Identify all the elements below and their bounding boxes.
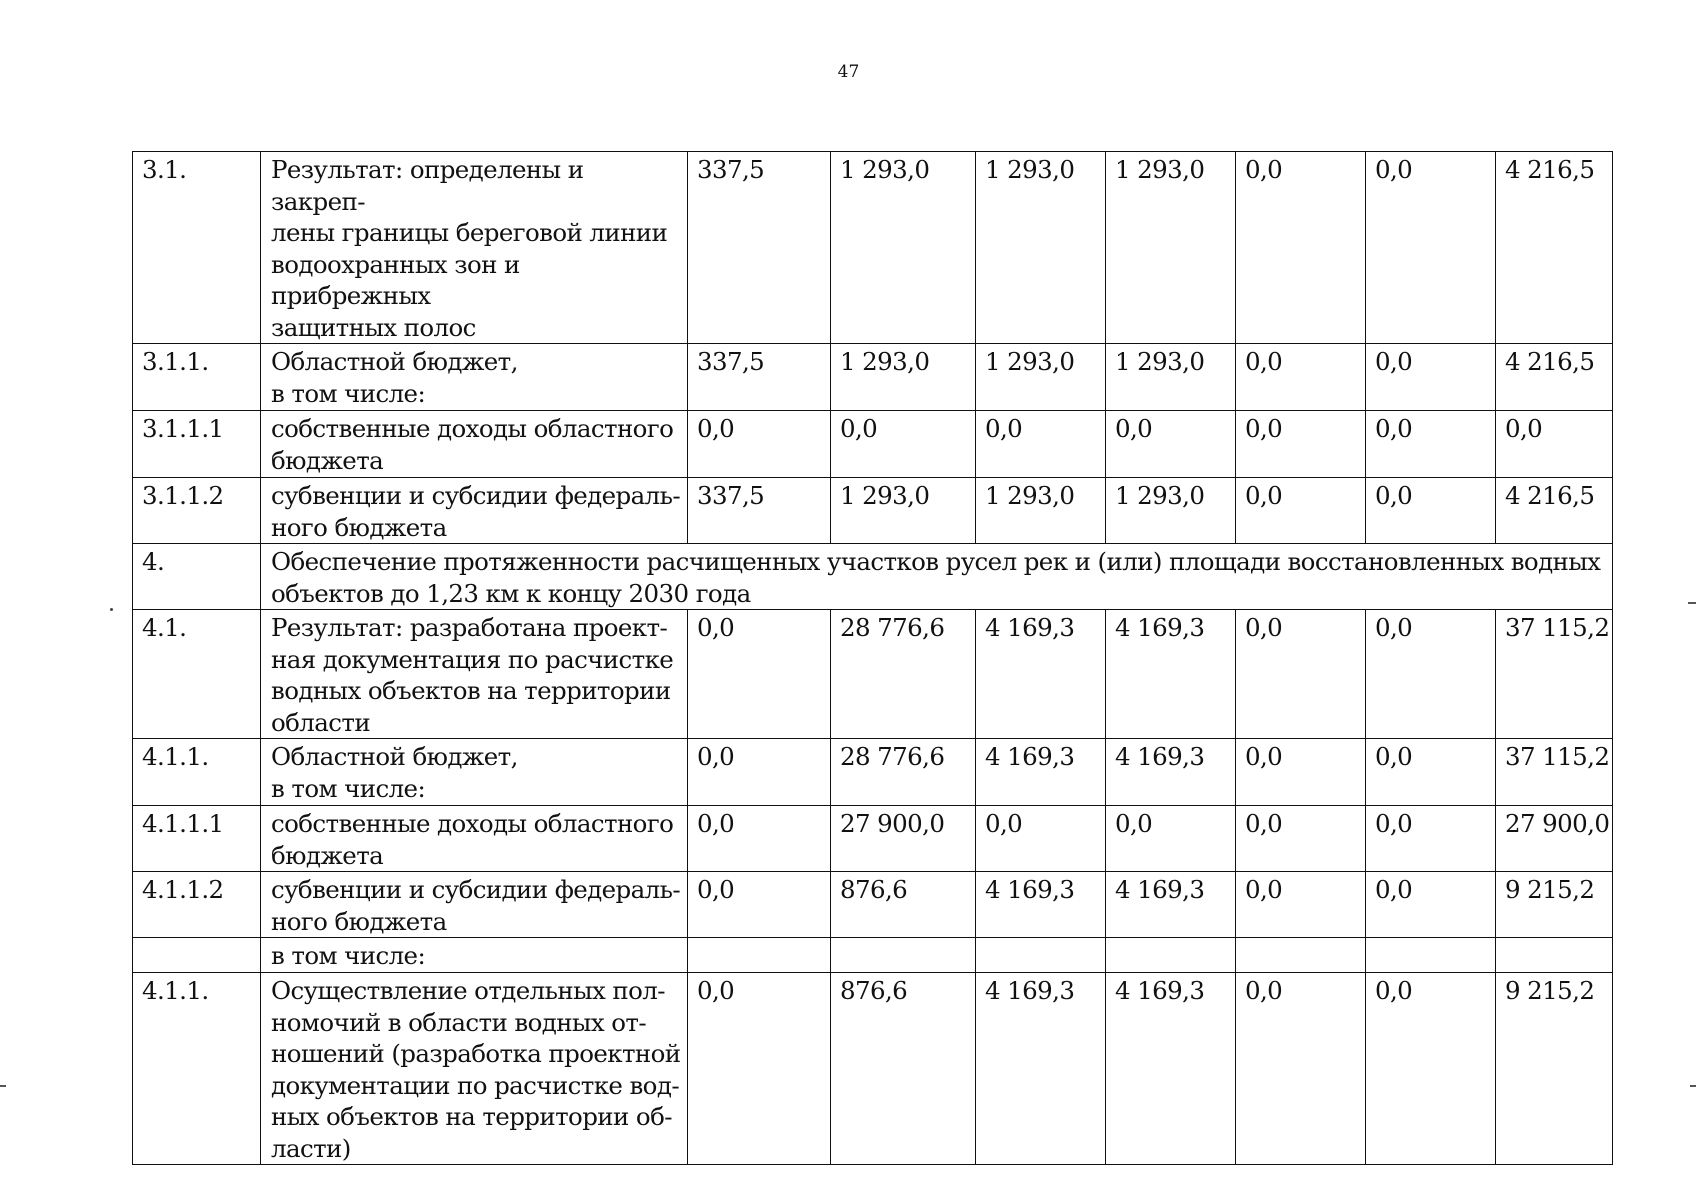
scan-mark bbox=[0, 1085, 6, 1087]
value-cell: 0,0 bbox=[1366, 610, 1496, 739]
value-cell: 337,5 bbox=[688, 344, 831, 411]
table-row bbox=[133, 973, 1613, 1165]
value-cell: 0,0 bbox=[688, 872, 831, 938]
value-cell: 4 169,3 bbox=[976, 739, 1106, 806]
scan-mark bbox=[1690, 1085, 1696, 1087]
row-code: 4.1.1. bbox=[133, 739, 261, 806]
value-cell: 28 776,6 bbox=[831, 739, 976, 806]
value-cell: 0,0 bbox=[1366, 152, 1496, 344]
row-description: Областной бюджет, в том числе: bbox=[261, 739, 688, 806]
row-description: Областной бюджет, в том числе: bbox=[261, 344, 688, 411]
row-description: субвенции и субсидии федераль- ного бюджета bbox=[261, 872, 688, 938]
row-code: 4. bbox=[133, 544, 261, 610]
total-cell: 37 115,2 bbox=[1496, 610, 1613, 739]
total-cell: 9 215,2 bbox=[1496, 872, 1613, 938]
page-number: 47 bbox=[837, 62, 860, 82]
total-cell: 4 216,5 bbox=[1496, 344, 1613, 411]
total-cell: 4 216,5 bbox=[1496, 152, 1613, 344]
total-cell: 27 900,0 bbox=[1496, 806, 1613, 872]
value-cell: 0,0 bbox=[1366, 973, 1496, 1165]
value-cell bbox=[688, 938, 831, 973]
value-cell: 1 293,0 bbox=[831, 152, 976, 344]
value-cell: 876,6 bbox=[831, 973, 976, 1165]
total-cell: 4 216,5 bbox=[1496, 478, 1613, 544]
row-code: 4.1. bbox=[133, 610, 261, 739]
value-cell: 1 293,0 bbox=[831, 478, 976, 544]
table-row bbox=[133, 411, 1613, 478]
value-cell: 0,0 bbox=[688, 739, 831, 806]
value-cell: 4 169,3 bbox=[1106, 739, 1236, 806]
value-cell: 0,0 bbox=[1366, 411, 1496, 478]
value-cell: 0,0 bbox=[1366, 478, 1496, 544]
value-cell: 1 293,0 bbox=[1106, 344, 1236, 411]
value-cell: 0,0 bbox=[1366, 806, 1496, 872]
table-row bbox=[133, 739, 1613, 806]
section-title: Обеспечение протяженности расчищенных участков русел рек и (или) площади восстановленных водных объектов до 1,23 км к концу 2030 года bbox=[261, 544, 1613, 610]
value-cell: 0,0 bbox=[1366, 739, 1496, 806]
value-cell: 27 900,0 bbox=[831, 806, 976, 872]
value-cell bbox=[831, 938, 976, 973]
value-cell: 0,0 bbox=[1366, 872, 1496, 938]
value-cell: 0,0 bbox=[1236, 411, 1366, 478]
value-cell: 0,0 bbox=[1236, 344, 1366, 411]
value-cell: 0,0 bbox=[1366, 344, 1496, 411]
value-cell: 1 293,0 bbox=[976, 344, 1106, 411]
value-cell bbox=[1366, 938, 1496, 973]
value-cell: 0,0 bbox=[1236, 152, 1366, 344]
row-code: 3.1. bbox=[133, 152, 261, 344]
total-cell: 9 215,2 bbox=[1496, 973, 1613, 1165]
total-cell bbox=[1496, 938, 1613, 973]
total-cell: 37 115,2 bbox=[1496, 739, 1613, 806]
value-cell: 1 293,0 bbox=[976, 478, 1106, 544]
row-code: 3.1.1.2 bbox=[133, 478, 261, 544]
row-code: 3.1.1. bbox=[133, 344, 261, 411]
value-cell: 4 169,3 bbox=[1106, 872, 1236, 938]
row-code: 4.1.1.1 bbox=[133, 806, 261, 872]
value-cell: 28 776,6 bbox=[831, 610, 976, 739]
value-cell: 0,0 bbox=[1236, 478, 1366, 544]
value-cell: 0,0 bbox=[688, 806, 831, 872]
row-description: Результат: определены и закреп- лены границы береговой линии водоохранных зон и прибрежных защитных полос bbox=[261, 152, 688, 344]
scan-mark bbox=[1688, 602, 1696, 604]
budget-table bbox=[132, 151, 1613, 1165]
value-cell bbox=[1106, 938, 1236, 973]
row-code bbox=[133, 938, 261, 973]
value-cell: 0,0 bbox=[688, 411, 831, 478]
value-cell: 4 169,3 bbox=[976, 973, 1106, 1165]
value-cell: 0,0 bbox=[1106, 411, 1236, 478]
value-cell: 1 293,0 bbox=[976, 152, 1106, 344]
row-code: 4.1.1. bbox=[133, 973, 261, 1165]
table-row bbox=[133, 872, 1613, 938]
table-row bbox=[133, 152, 1613, 344]
table-row bbox=[133, 344, 1613, 411]
table-row bbox=[133, 478, 1613, 544]
row-description: собственные доходы областного бюджета bbox=[261, 411, 688, 478]
value-cell: 0,0 bbox=[976, 806, 1106, 872]
value-cell: 0,0 bbox=[688, 973, 831, 1165]
row-description: субвенции и субсидии федераль- ного бюджета bbox=[261, 478, 688, 544]
value-cell: 0,0 bbox=[1236, 739, 1366, 806]
value-cell: 4 169,3 bbox=[1106, 973, 1236, 1165]
value-cell: 0,0 bbox=[688, 610, 831, 739]
table-row bbox=[133, 938, 1613, 973]
value-cell: 337,5 bbox=[688, 152, 831, 344]
value-cell: 0,0 bbox=[976, 411, 1106, 478]
row-description: в том числе: bbox=[261, 938, 688, 973]
section-row bbox=[133, 544, 1613, 610]
total-cell: 0,0 bbox=[1496, 411, 1613, 478]
value-cell: 1 293,0 bbox=[831, 344, 976, 411]
value-cell: 4 169,3 bbox=[976, 610, 1106, 739]
scan-mark bbox=[110, 608, 113, 611]
value-cell: 4 169,3 bbox=[1106, 610, 1236, 739]
row-description: Осуществление отдельных пол- номочий в области водных от- ношений (разработка проектной документации по расчистке вод- ных объектов на территории об- ласти) bbox=[261, 973, 688, 1165]
table-row bbox=[133, 806, 1613, 872]
row-code: 4.1.1.2 bbox=[133, 872, 261, 938]
value-cell: 0,0 bbox=[1106, 806, 1236, 872]
value-cell: 4 169,3 bbox=[976, 872, 1106, 938]
value-cell: 0,0 bbox=[1236, 872, 1366, 938]
value-cell: 1 293,0 bbox=[1106, 478, 1236, 544]
value-cell: 0,0 bbox=[831, 411, 976, 478]
table-row bbox=[133, 610, 1613, 739]
value-cell: 0,0 bbox=[1236, 806, 1366, 872]
value-cell bbox=[1236, 938, 1366, 973]
value-cell: 0,0 bbox=[1236, 610, 1366, 739]
value-cell bbox=[976, 938, 1106, 973]
row-code: 3.1.1.1 bbox=[133, 411, 261, 478]
value-cell: 1 293,0 bbox=[1106, 152, 1236, 344]
row-description: Результат: разработана проект- ная документация по расчистке водных объектов на территории области bbox=[261, 610, 688, 739]
row-description: собственные доходы областного бюджета bbox=[261, 806, 688, 872]
value-cell: 337,5 bbox=[688, 478, 831, 544]
value-cell: 0,0 bbox=[1236, 973, 1366, 1165]
value-cell: 876,6 bbox=[831, 872, 976, 938]
